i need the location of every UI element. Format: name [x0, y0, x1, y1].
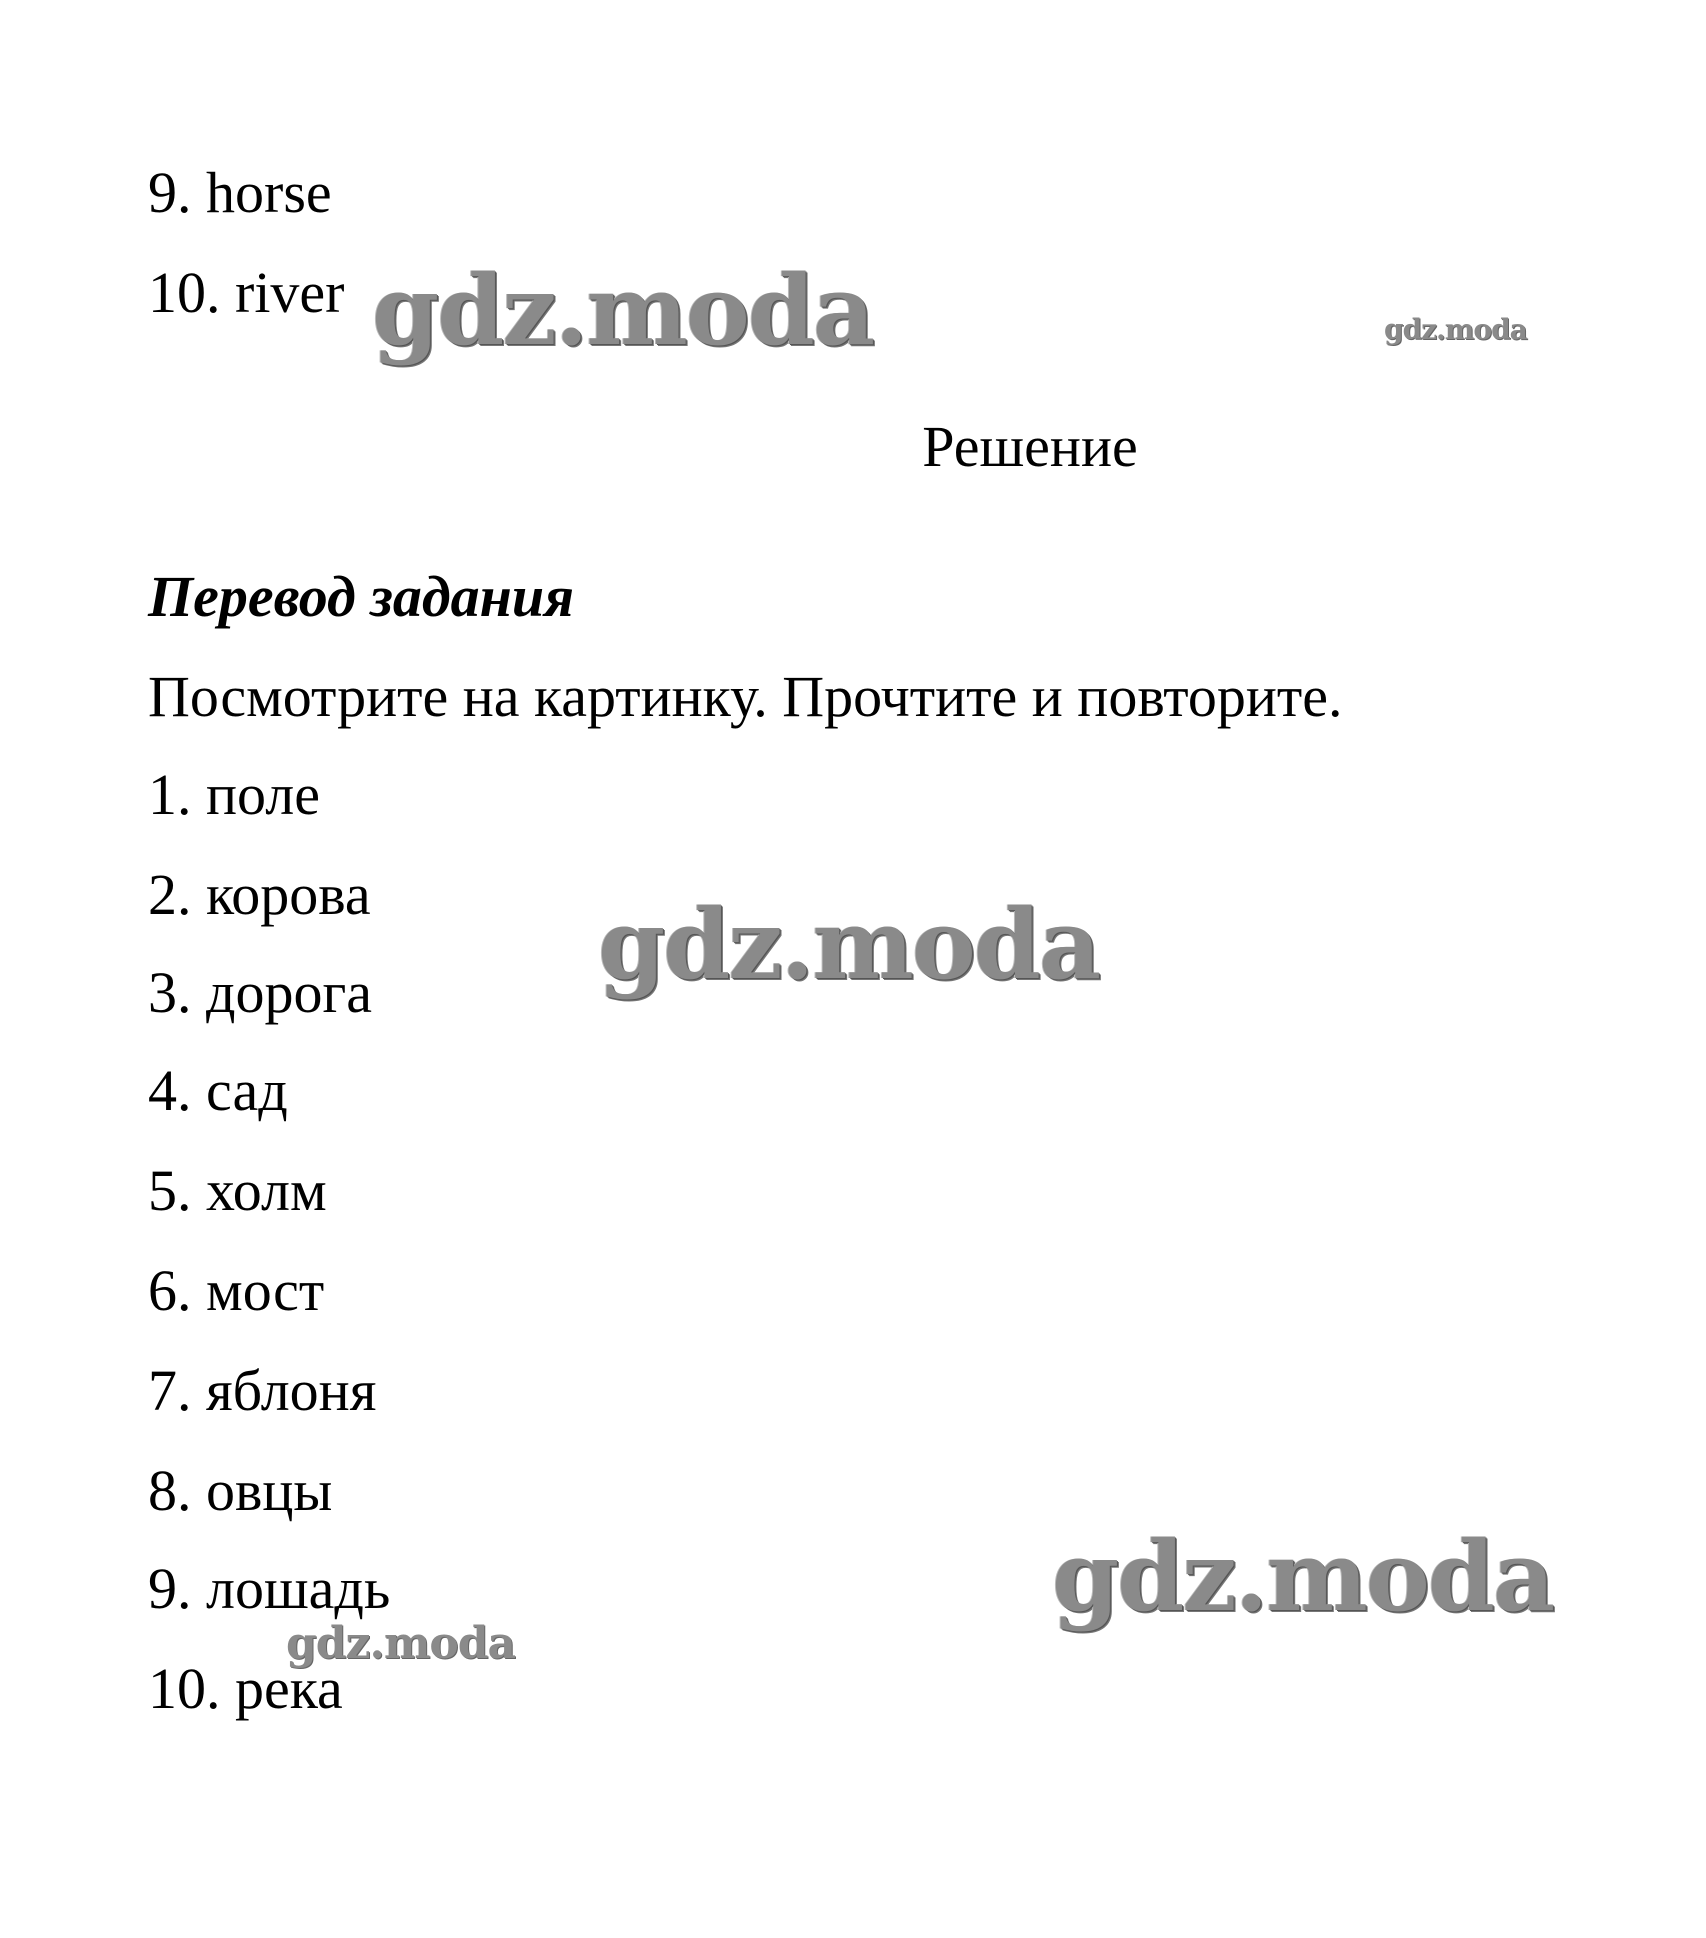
item-word: холм [206, 1158, 327, 1223]
translation-heading: Перевод задания [148, 564, 574, 629]
list-item [148, 1554, 390, 1624]
item-word: horse [206, 160, 332, 225]
watermark: gdz.moda [1052, 1520, 1554, 1633]
item-number: 5. [148, 1158, 192, 1223]
watermark: gdz.moda [598, 888, 1100, 1001]
list-item [148, 1356, 376, 1426]
item-number: 3. [148, 960, 192, 1025]
item-word: мост [206, 1258, 325, 1323]
item-number: 4. [148, 1058, 192, 1123]
item-word: яблоня [206, 1358, 377, 1423]
item-number: 10. [148, 1656, 221, 1721]
list-item [148, 258, 345, 328]
instruction-text: Посмотрите на картинку. Прочтите и повторите. [148, 664, 1343, 729]
list-item [148, 1456, 332, 1526]
item-word: сад [206, 1058, 288, 1123]
item-number: 8. [148, 1458, 192, 1523]
item-word: овцы [206, 1458, 333, 1523]
item-word: река [235, 1656, 343, 1721]
item-number: 1. [148, 762, 192, 827]
watermark: gdz.moda [1384, 313, 1527, 346]
item-word: поле [206, 762, 320, 827]
watermark: gdz.moda [372, 254, 874, 367]
item-number: 7. [148, 1358, 192, 1423]
list-item [148, 158, 332, 228]
item-number: 9. [148, 1556, 192, 1621]
list-item [148, 860, 371, 930]
list-item [148, 760, 320, 830]
item-word: дорога [206, 960, 373, 1025]
item-number: 10. [148, 260, 221, 325]
item-word: корова [206, 862, 371, 927]
list-item [148, 1256, 324, 1326]
section-title: Решение [922, 414, 1138, 479]
item-number: 2. [148, 862, 192, 927]
list-item [148, 1156, 327, 1226]
item-number: 9. [148, 160, 192, 225]
item-number: 6. [148, 1258, 192, 1323]
list-item [148, 1056, 288, 1126]
item-word: лошадь [206, 1556, 391, 1621]
list-item [148, 958, 372, 1028]
watermark: gdz.moda [286, 1618, 516, 1669]
item-word: river [235, 260, 345, 325]
